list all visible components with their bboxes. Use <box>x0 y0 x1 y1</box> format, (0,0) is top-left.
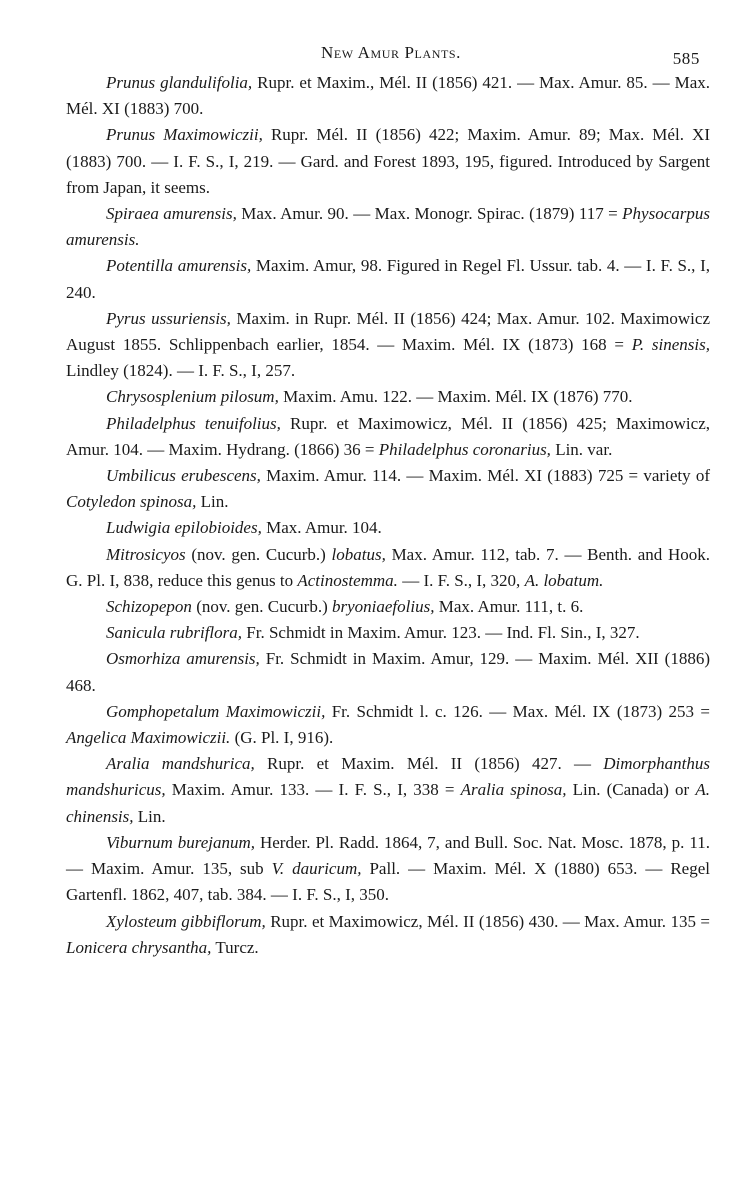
citation-text: Maxim. in Rupr. Mél. II (1856) 424; Max. Amur. 102. Maximowicz August 1855. Schlippenbach earlier, 1854. — Maxim. Mél. IX (1873) 168 = <box>66 308 710 355</box>
citation-text: Maxim. Amur, 98. Figured in Regel Fl. Ussur. tab. 4. — I. F. S., I, 240. <box>66 256 710 302</box>
citation-text: Turcz. <box>211 937 259 957</box>
citation-text: — I. F. S., I, 320, <box>397 570 525 590</box>
species-entry <box>66 909 710 961</box>
running-header <box>66 40 710 70</box>
taxon-name: Angelica Maximowiczii. <box>66 728 231 748</box>
citation-text: (nov. gen. Cucurb.) <box>185 544 332 564</box>
citation-text: Max. Amur. 104. <box>261 518 382 538</box>
citation-text: Fr. Schmidt in Maxim. Amur, 129. — Maxim. Mél. XII (1886) 468. <box>66 649 710 695</box>
citation-text: Herder. Pl. Radd. 1864, 7, and Bull. Soc. Nat. Mosc. 1878, p. 11. — Maxim. Amur. 135, sub <box>66 832 710 879</box>
citation-text: Maxim. Amur. 133. — I. F. S., I, 338 = <box>165 780 461 800</box>
species-entry <box>66 384 710 410</box>
taxon-name: A. lobatum. <box>524 570 604 590</box>
species-entry <box>66 620 710 646</box>
citation-text: Max. Amur. 111, t. 6. <box>434 597 584 617</box>
taxon-name: Mitrosicyos <box>106 544 186 564</box>
citation-text: Lin. var. <box>550 439 613 459</box>
taxon-name: bryoniaefolius, <box>332 597 435 617</box>
citation-text: Rupr. et Maxim. Mél. II (1856) 427. — <box>254 754 604 774</box>
citation-text: Lin. (Canada) or <box>566 780 696 800</box>
entry-list <box>66 70 710 961</box>
citation-text: Maxim. Amu. 122. — Maxim. Mél. IX (1876) 770. <box>278 387 633 407</box>
taxon-name: Physocarpus amurensis. <box>66 204 710 250</box>
taxon-name: Ludwigia epilobioides, <box>106 518 262 538</box>
citation-text: Rupr. Mél. II (1856) 422; Maxim. Amur. 89; Max. Mél. XI (1883) 700. — I. F. S., I, 219. — Gard. and Forest 1893, 195, figured. Introduced by Sargent from Japan, it seems. <box>66 125 710 197</box>
species-entry <box>66 646 710 698</box>
book-page <box>66 40 710 961</box>
taxon-name: Spiraea amurensis, <box>106 204 237 224</box>
taxon-name: Philadelphus tenuifolius, <box>106 413 281 433</box>
citation-text: (G. Pl. I, 916). <box>230 728 334 748</box>
taxon-name: Umbilicus erubescens, <box>106 466 261 486</box>
citation-text: Max. Amur. 112, tab. 7. — Benth. and Hook. G. Pl. I, 838, reduce this genus to <box>66 544 711 590</box>
taxon-name: V. dauricum, <box>271 859 362 879</box>
species-entry <box>66 830 710 909</box>
taxon-name: Dimorphanthus mandshuricus, <box>66 754 710 800</box>
taxon-name: Aralia mandshurica, <box>106 754 255 774</box>
species-entry <box>66 751 710 830</box>
page-number: 585 <box>672 49 700 68</box>
citation-text: Fr. Schmidt in Maxim. Amur. 123. — Ind. Fl. Sin., I, 327. <box>242 623 640 643</box>
citation-text: Lin. <box>133 806 166 826</box>
taxon-name: Viburnum burejanum, <box>106 832 255 852</box>
species-entry <box>66 306 710 385</box>
running-title: New Amur Plants. <box>320 43 462 62</box>
citation-text: Rupr. et Maxim., Mél. II (1856) 421. — Max. Amur. 85. — Max. Mél. XI (1883) 700. <box>66 73 710 119</box>
species-entry <box>66 515 710 541</box>
species-entry <box>66 253 710 305</box>
taxon-name: Actinostemma. <box>297 570 398 590</box>
taxon-name: A. chinensis, <box>66 780 710 826</box>
taxon-name: Pyrus ussuriensis, <box>106 308 231 328</box>
taxon-name: Aralia spinosa, <box>460 780 567 800</box>
citation-text: (nov. gen. Cucurb.) <box>191 597 332 617</box>
species-entry <box>66 122 710 201</box>
taxon-name: Lonicera chrysantha, <box>66 937 212 957</box>
species-entry <box>66 463 710 515</box>
citation-text: Fr. Schmidt l. c. 126. — Max. Mél. IX (1873) 253 = <box>325 701 710 721</box>
citation-text: Pall. — Maxim. Mél. X (1880) 653. — Regel Gartenfl. 1862, 407, tab. 384. — I. F. S., I, 350. <box>66 859 710 905</box>
taxon-name: Gomphopetalum Maximowiczii, <box>106 701 326 721</box>
species-entry <box>66 411 710 463</box>
taxon-name: Chrysosplenium pilosum, <box>106 387 279 407</box>
citation-text: Lindley (1824). — I. F. S., I, 257. <box>66 361 296 381</box>
taxon-name: Cotyledon spinosa, <box>66 492 197 512</box>
taxon-name: Philadelphus coronarius, <box>378 439 551 459</box>
taxon-name: P. sinensis, <box>631 335 710 355</box>
taxon-name: Sanicula rubriflora, <box>106 623 243 643</box>
citation-text: Rupr. et Maximowicz, Mél. II (1856) 430. — Max. Amur. 135 = <box>265 911 710 931</box>
taxon-name: Schizopepon <box>106 597 192 617</box>
taxon-name: Prunus Maximowiczii, <box>106 125 263 145</box>
citation-text: Rupr. et Maximowicz, Mél. II (1856) 425; Maximowicz, Amur. 104. — Maxim. Hydrang. (1866) 36 = <box>66 413 710 459</box>
taxon-name: Prunus glandulifolia, <box>106 73 253 92</box>
species-entry <box>66 699 710 751</box>
taxon-name: Xylosteum gibbiflorum, <box>106 911 266 931</box>
species-entry <box>66 594 710 620</box>
citation-text: Max. Amur. 90. — Max. Monogr. Spirac. (1879) 117 = <box>236 204 623 224</box>
species-entry <box>66 201 710 253</box>
citation-text: Lin. <box>196 492 229 512</box>
citation-text: Maxim. Amur. 114. — Maxim. Mél. XI (1883) 725 = variety of <box>260 466 710 486</box>
species-entry <box>66 542 710 594</box>
taxon-name: Potentilla amurensis, <box>106 256 252 276</box>
species-entry <box>66 70 710 122</box>
taxon-name: lobatus, <box>331 544 386 564</box>
taxon-name: Osmorhiza amurensis, <box>106 649 260 669</box>
